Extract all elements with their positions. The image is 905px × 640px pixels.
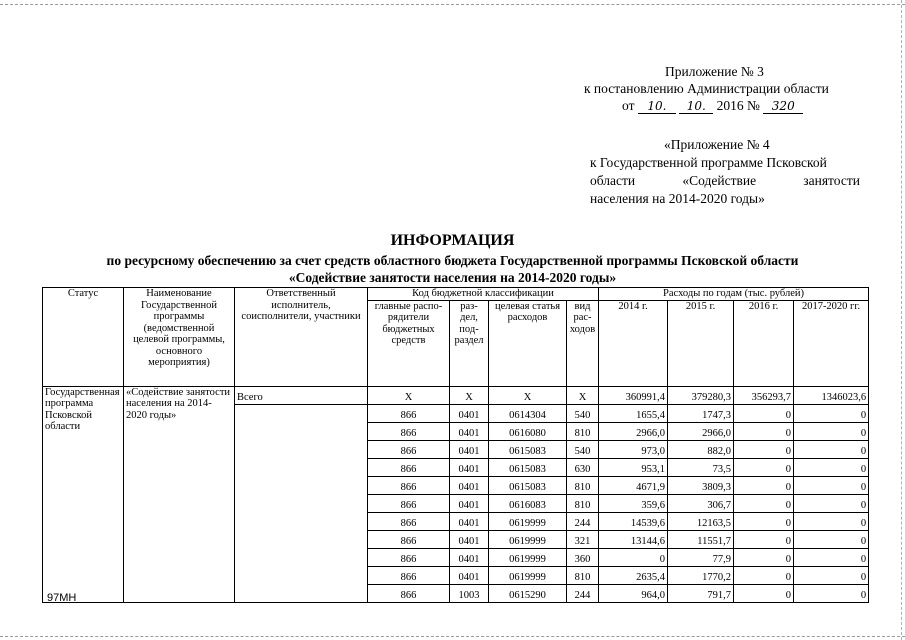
value-2014: 359,6 [599,494,668,512]
code-type: 360 [567,548,599,566]
value-2015: 2966,0 [668,422,734,440]
status-cell: Государственная программа Псковской области [43,386,124,602]
value-2014: 4671,9 [599,476,668,494]
code-section: 0401 [450,494,489,512]
program-name-cell: «Содействие занятости населения на 2014-2020 годы» [124,386,235,602]
value-2015: 12163,5 [668,512,734,530]
value-2015: 11551,7 [668,530,734,548]
annex-reference: к постановлению Администрации области [584,81,829,96]
annex2-reference: к Государственной программе Псковской [590,155,827,170]
date-prefix: от [622,98,635,113]
value-2017-2020: 0 [794,530,869,548]
value-2015: 3809,3 [668,476,734,494]
scan-edge-top [0,4,905,5]
code-section: 0401 [450,530,489,548]
code-article: 0619999 [489,530,567,548]
code-main-admin: 866 [368,566,450,584]
code-article: 0615083 [489,458,567,476]
code-article: 0614304 [489,404,567,422]
value-2014: 13144,6 [599,530,668,548]
value-2017-2020: 0 [794,404,869,422]
annex2-last-line: населения на 2014-2020 годы» [590,191,765,206]
value-2016: 0 [734,548,794,566]
header-name: Наименование Государственной программы (ведомственной целевой программы, основного мероприятия) [124,288,235,387]
value-2015: 1770,2 [668,566,734,584]
code-type: 244 [567,584,599,602]
code-article: 0616080 [489,422,567,440]
value-2016: 0 [734,458,794,476]
code-main-admin: 866 [368,404,450,422]
code-type: 810 [567,422,599,440]
header-status: Статус [43,288,124,387]
header-2015: 2015 г. [668,300,734,386]
scan-edge-right [901,0,902,640]
value-2017-2020: 0 [794,458,869,476]
code-type: 540 [567,440,599,458]
value-2014: 973,0 [599,440,668,458]
value-2017-2020: 0 [794,584,869,602]
value-2017-2020: 1346023,6 [794,386,869,404]
annex-block [560,63,860,114]
footer-code: 97МН [47,592,77,604]
date-month: 10. [679,99,713,114]
code-section: 0401 [450,404,489,422]
code-article: 0619999 [489,512,567,530]
executor-cell: Всего [235,386,368,404]
code-type: 630 [567,458,599,476]
annex2-word-3: занятости [803,173,860,188]
value-2017-2020: 0 [794,440,869,458]
value-2016: 0 [734,530,794,548]
code-section: 0401 [450,548,489,566]
date-day: 10. [638,99,676,114]
annex-title: Приложение № 3 [665,64,764,79]
code-type: X [567,386,599,404]
document-title: ИНФОРМАЦИЯ [390,232,515,249]
document-subtitle-1: по ресурсному обеспечению за счет средств областного бюджета Государственной программы Псковской области [106,253,799,268]
annex2-title: «Приложение № 4 [664,137,770,152]
value-2014: 953,1 [599,458,668,476]
code-main-admin: 866 [368,476,450,494]
code-section: X [450,386,489,404]
code-section: 0401 [450,458,489,476]
date-year: 2016 № [716,98,760,113]
code-main-admin: 866 [368,584,450,602]
code-main-admin: X [368,386,450,404]
annex2-word-2: «Содействие [682,173,757,188]
code-article: 0619999 [489,566,567,584]
code-section: 0401 [450,512,489,530]
value-2017-2020: 0 [794,476,869,494]
code-section: 0401 [450,440,489,458]
value-2017-2020: 0 [794,512,869,530]
document-subtitle-2: «Содействие занятости населения на 2014-2020 годы» [288,270,617,285]
document-number: 320 [763,99,803,114]
value-2016: 0 [734,584,794,602]
value-2015: 791,7 [668,584,734,602]
code-main-admin: 866 [368,458,450,476]
annex2-word-1: области [590,173,636,188]
value-2017-2020: 0 [794,494,869,512]
code-main-admin: 866 [368,530,450,548]
header-2016: 2016 г. [734,300,794,386]
header-section: раз-дел, под-раздел [450,300,489,386]
code-article: 0615083 [489,476,567,494]
value-2014: 2635,4 [599,566,668,584]
code-type: 540 [567,404,599,422]
value-2015: 306,7 [668,494,734,512]
value-2016: 0 [734,476,794,494]
code-section: 0401 [450,422,489,440]
annex-date-line [560,97,860,114]
value-2016: 0 [734,566,794,584]
value-2014: 0 [599,548,668,566]
value-2016: 0 [734,404,794,422]
budget-table [42,287,869,603]
code-article: 0615290 [489,584,567,602]
value-2014: 2966,0 [599,422,668,440]
code-section: 1003 [450,584,489,602]
value-2017-2020: 0 [794,548,869,566]
code-type: 321 [567,530,599,548]
value-2016: 356293,7 [734,386,794,404]
value-2015: 73,5 [668,458,734,476]
value-2014: 360991,4 [599,386,668,404]
executor-empty-cell [235,404,368,602]
code-main-admin: 866 [368,548,450,566]
value-2017-2020: 0 [794,566,869,584]
value-2016: 0 [734,512,794,530]
annex2-block [590,136,860,208]
code-main-admin: 866 [368,494,450,512]
value-2016: 0 [734,494,794,512]
value-2015: 77,9 [668,548,734,566]
code-article: 0619999 [489,548,567,566]
header-2017-2020: 2017-2020 гг. [794,300,869,386]
value-2016: 0 [734,440,794,458]
value-2015: 882,0 [668,440,734,458]
code-type: 810 [567,566,599,584]
table-row [43,386,869,404]
value-2017-2020: 0 [794,422,869,440]
header-row-1 [43,288,869,301]
code-type: 810 [567,494,599,512]
header-type: вид рас-ходов [567,300,599,386]
code-main-admin: 866 [368,422,450,440]
code-type: 810 [567,476,599,494]
header-2014: 2014 г. [599,300,668,386]
code-article: X [489,386,567,404]
header-expenses-group: Расходы по годам (тыс. рублей) [599,288,869,301]
code-article: 0616083 [489,494,567,512]
header-executor: Ответственный исполнитель, соисполнители, участники [235,288,368,387]
scan-edge-bottom [0,636,905,637]
value-2014: 1655,4 [599,404,668,422]
code-type: 244 [567,512,599,530]
value-2015: 1747,3 [668,404,734,422]
value-2014: 964,0 [599,584,668,602]
code-section: 0401 [450,476,489,494]
code-main-admin: 866 [368,440,450,458]
value-2014: 14539,6 [599,512,668,530]
value-2016: 0 [734,422,794,440]
code-main-admin: 866 [368,512,450,530]
code-section: 0401 [450,566,489,584]
value-2015: 379280,3 [668,386,734,404]
annex2-justified-line [590,172,860,190]
code-article: 0615083 [489,440,567,458]
header-main-admin: главные распо-рядители бюджетных средств [368,300,450,386]
header-code-group: Код бюджетной классификации [368,288,599,301]
header-article: целевая статья расходов [489,300,567,386]
